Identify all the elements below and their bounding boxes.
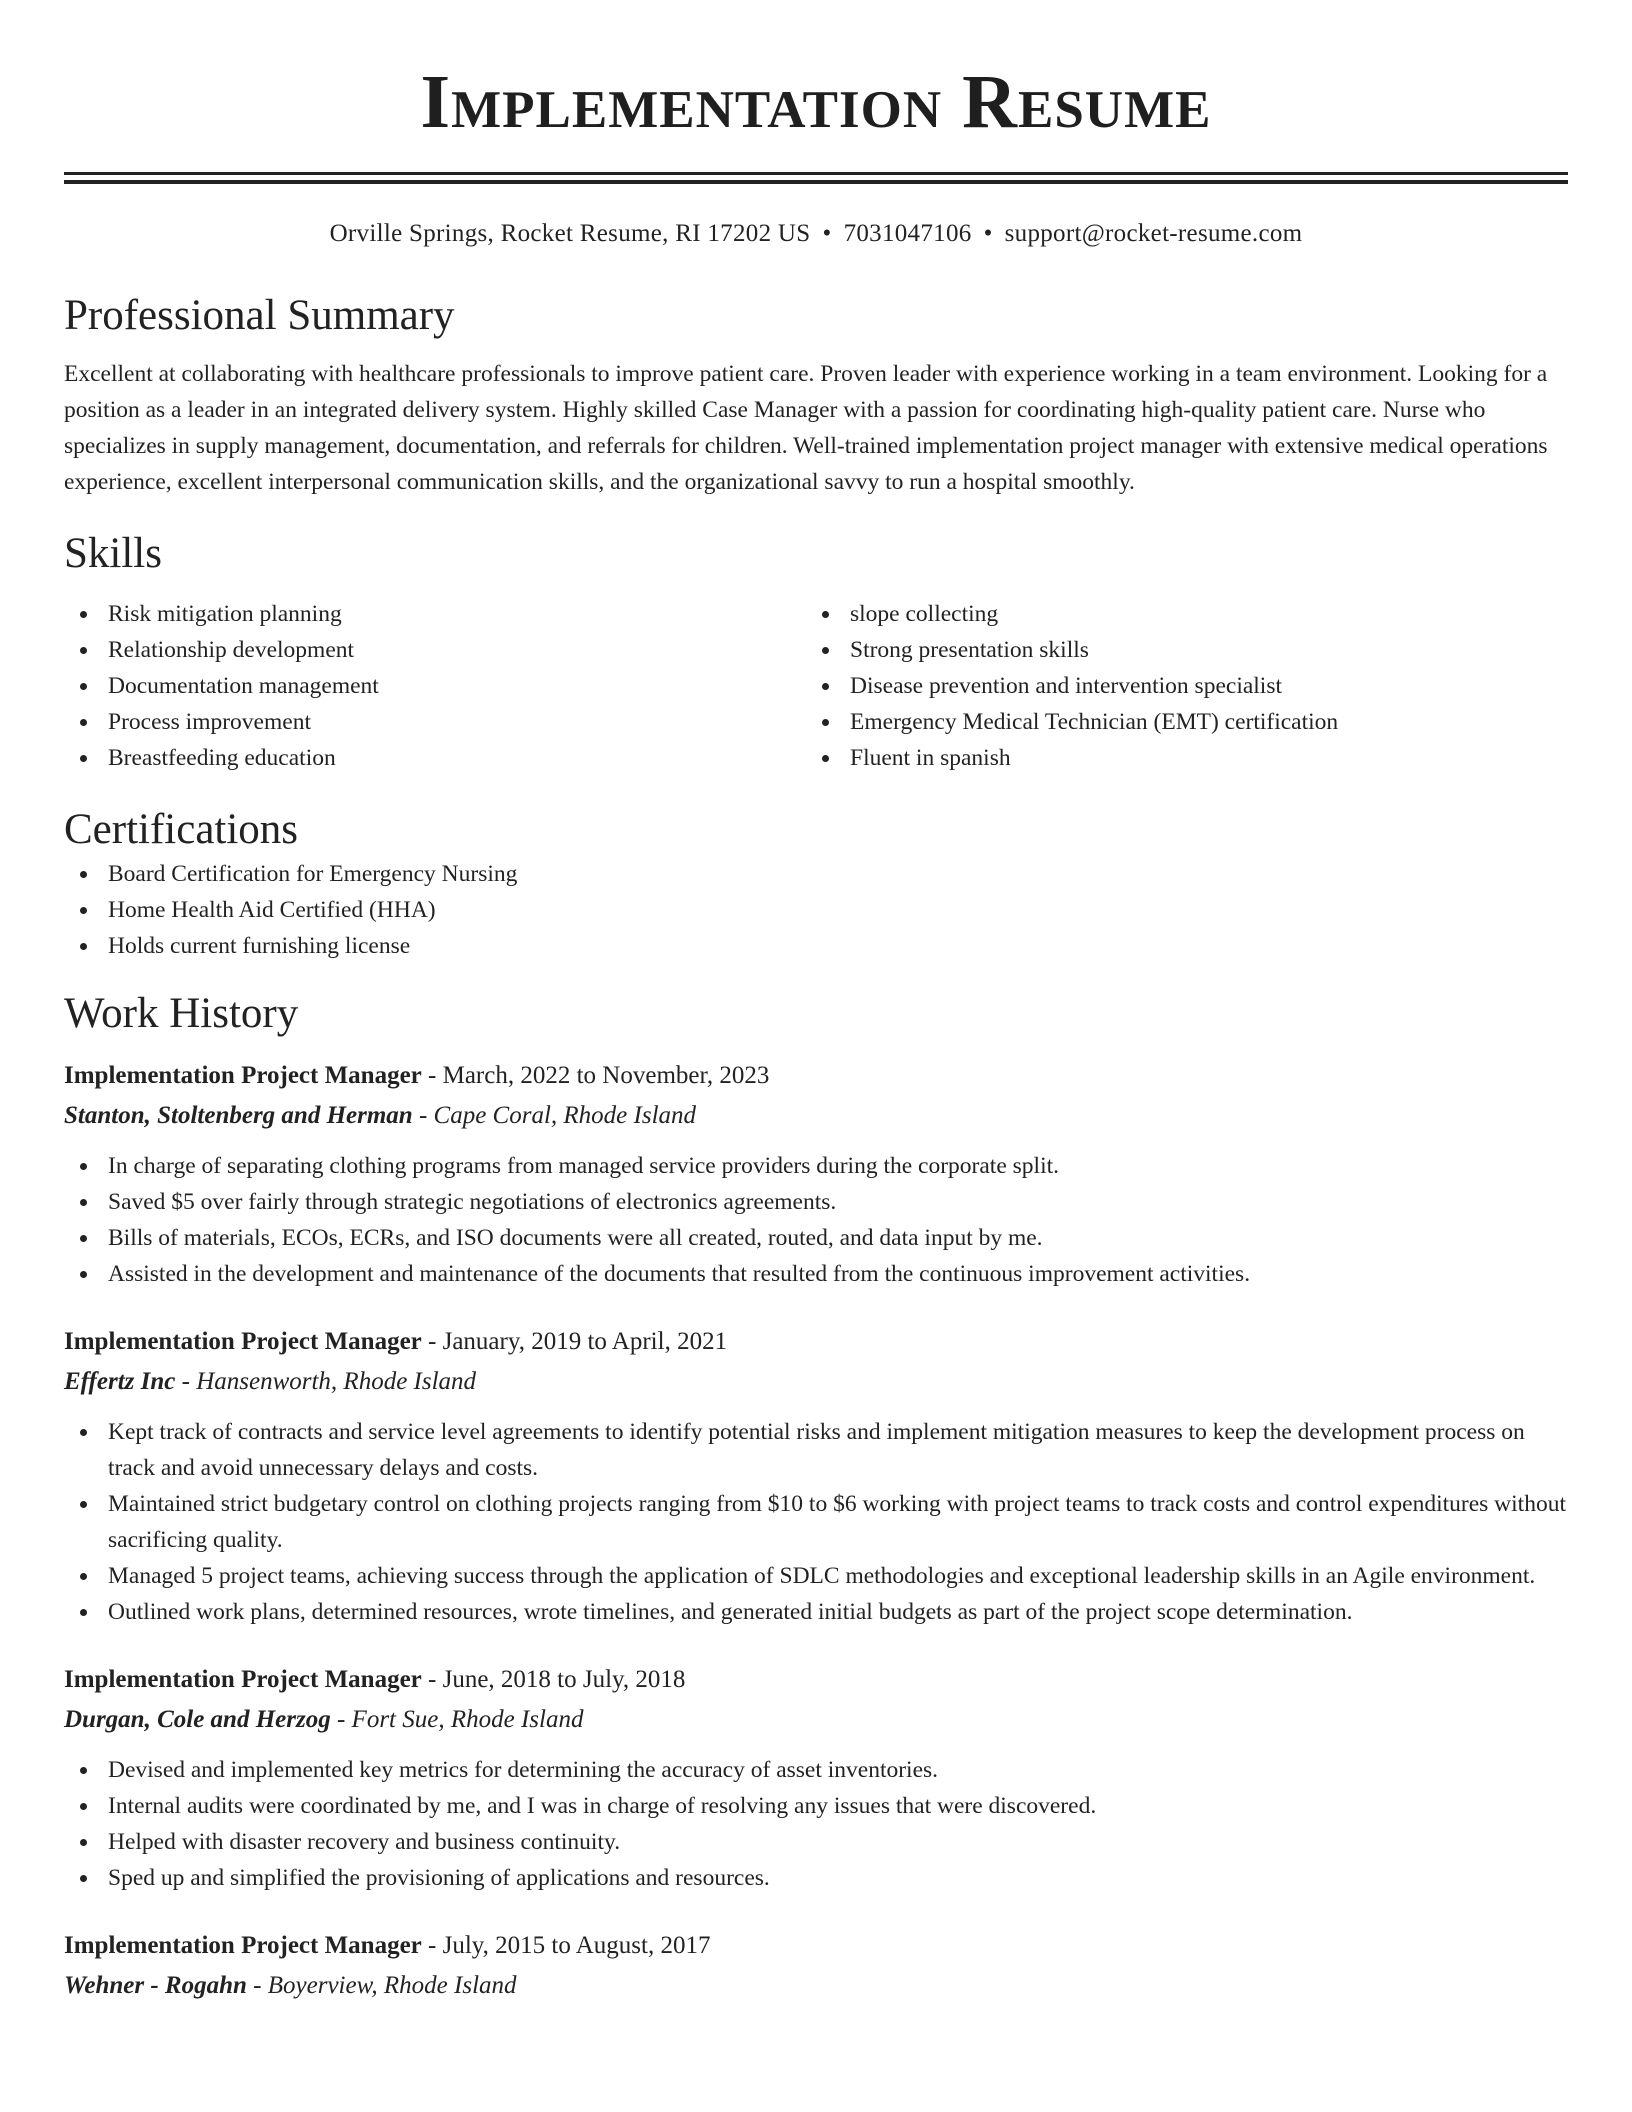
job-title: Implementation Project Manager [64,1932,422,1959]
skill-item: Strong presentation skills [806,632,1548,668]
job-bullet: Kept track of contracts and service level agreements to identify potential risks and implement mitigation measures to keep the development process on track and avoid unnecessary delays and costs. [64,1414,1568,1486]
job-separator: - [421,1932,443,1959]
certification-item: Holds current furnishing license [64,928,1568,964]
contact-address: Orville Springs, Rocket Resume, RI 17202 US [329,220,811,247]
job-location: Boyerview, Rhode Island [267,1972,517,1999]
skill-item: Breastfeeding education [64,740,806,776]
job-separator: - [421,1062,443,1089]
job-bullet: Sped up and simplified the provisioning of applications and resources. [64,1860,1568,1896]
job-bullets [64,1752,1568,1896]
job-separator: - [175,1368,197,1395]
job-bullets [64,1148,1568,1292]
job-bullet: Maintained strict budgetary control on clothing projects ranging from $10 to $6 working with project teams to track costs and control expenditures without sacrificing quality. [64,1486,1568,1558]
summary-text: Excellent at collaborating with healthcare professionals to improve patient care. Proven leader with experience working in a team environment. Looking for a position as a leader in an integrated delivery system. Highly skilled Case Manager with a passion for coordinating high-quality patient care. Nurse who specializes in supply management, documentation, and referrals for children. Well-trained implementation project manager with extensive medical operations experience, excellent interpersonal communication skills, and the organizational savvy to run a hospital smoothly. [64,361,1548,495]
job-company: Stanton, Stoltenberg and Herman [64,1102,413,1129]
job-location: Fort Sue, Rhode Island [351,1706,584,1733]
contact-separator: • [983,220,993,247]
skills-column-left [64,596,806,776]
job-company-line [64,1966,1568,2006]
skill-item: Relationship development [64,632,806,668]
job-bullet: Assisted in the development and maintenance of the documents that resulted from the continuous improvement activities. [64,1256,1568,1292]
job-company: Durgan, Cole and Herzog [64,1706,331,1733]
skill-item: Risk mitigation planning [64,596,806,632]
job-separator: - [421,1666,443,1693]
skill-item: Process improvement [64,704,806,740]
job-location: Hansenworth, Rhode Island [196,1368,477,1395]
job-entry [64,1056,1568,1292]
job-dates: January, 2019 to April, 2021 [442,1328,728,1355]
skills-list-left [64,596,806,776]
job-dates: March, 2022 to November, 2023 [442,1062,770,1089]
skills-grid [64,596,1568,776]
job-entry [64,1322,1568,1630]
job-title-line [64,1660,1568,1700]
contact-line [64,218,1568,250]
skill-item: Documentation management [64,668,806,704]
header-divider-bottom [64,180,1568,184]
contact-phone: 7031047106 [843,220,972,247]
job-title: Implementation Project Manager [64,1666,422,1693]
job-separator: - [421,1328,443,1355]
contact-separator: • [822,220,832,247]
skill-item: Emergency Medical Technician (EMT) certification [806,704,1548,740]
job-bullet: Outlined work plans, determined resources, wrote timelines, and generated initial budgets as part of the project scope determination. [64,1594,1568,1630]
job-title: Implementation Project Manager [64,1062,422,1089]
job-dates: July, 2015 to August, 2017 [442,1932,711,1959]
certifications-list [64,856,1568,964]
contact-email: support@rocket-resume.com [1004,220,1303,247]
job-company-line [64,1362,1568,1402]
header-divider-top [64,172,1568,175]
job-title-line [64,1322,1568,1362]
job-dates: June, 2018 to July, 2018 [442,1666,686,1693]
certifications-heading: Certifications [64,806,299,853]
job-bullets [64,1414,1568,1630]
job-company: Effertz Inc [64,1368,176,1395]
skills-list-right [806,596,1548,776]
job-bullet: In charge of separating clothing programs from managed service providers during the corporate split. [64,1148,1568,1184]
job-title-line [64,1056,1568,1096]
skills-heading: Skills [64,530,162,577]
job-separator: - [412,1102,434,1129]
job-bullet: Bills of materials, ECOs, ECRs, and ISO documents were all created, routed, and data input by me. [64,1220,1568,1256]
skill-item: Fluent in spanish [806,740,1548,776]
job-bullet: Managed 5 project teams, achieving success through the application of SDLC methodologies and exceptional leadership skills in an Agile environment. [64,1558,1568,1594]
certification-item: Board Certification for Emergency Nursing [64,856,1568,892]
job-title: Implementation Project Manager [64,1328,422,1355]
job-company-line [64,1096,1568,1136]
job-location: Cape Coral, Rhode Island [433,1102,697,1129]
job-company: Wehner - Rogahn [64,1972,247,1999]
job-bullet: Internal audits were coordinated by me, and I was in charge of resolving any issues that were discovered. [64,1788,1568,1824]
job-bullet: Devised and implemented key metrics for determining the accuracy of asset inventories. [64,1752,1568,1788]
resume-title: Implementation Resume [420,60,1212,144]
job-entry [64,1926,1568,2006]
summary-heading: Professional Summary [64,292,455,339]
job-title-line [64,1926,1568,1966]
job-company-line [64,1700,1568,1740]
skills-column-right [806,596,1548,776]
job-separator: - [330,1706,352,1733]
skill-item: Disease prevention and intervention specialist [806,668,1548,704]
work-history-heading: Work History [64,990,299,1037]
skill-item: slope collecting [806,596,1548,632]
job-entry [64,1660,1568,1896]
job-bullet: Saved $5 over fairly through strategic negotiations of electronics agreements. [64,1184,1568,1220]
job-bullet: Helped with disaster recovery and business continuity. [64,1824,1568,1860]
job-separator: - [246,1972,268,1999]
certification-item: Home Health Aid Certified (HHA) [64,892,1568,928]
